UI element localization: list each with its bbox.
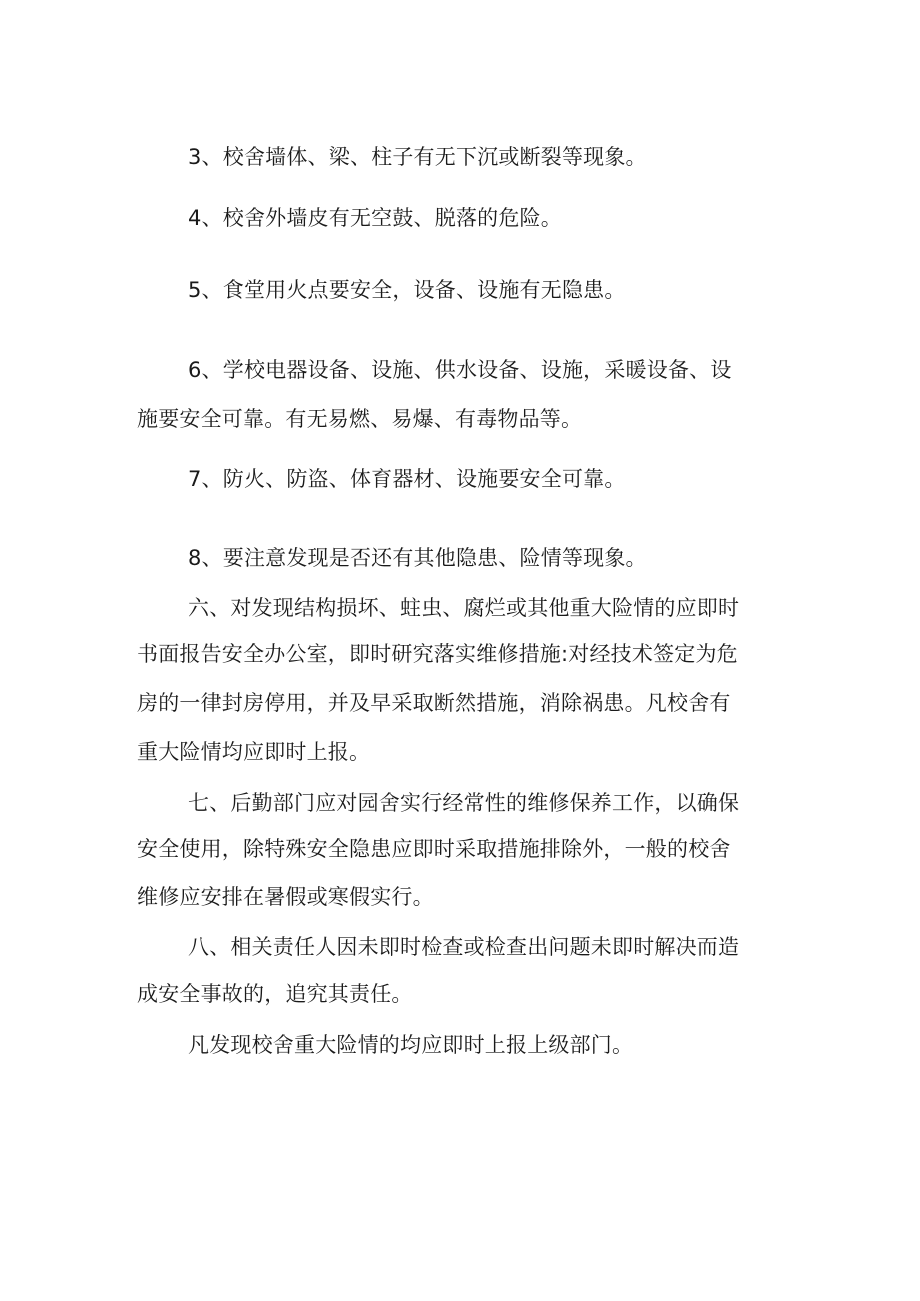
item-6-line-2: 施要安全可靠。有无易燃、易爆、有毒物品等。 [137, 407, 583, 431]
closing-line: 凡发现校舍重大险情的均应即时上报上级部门。 [188, 1033, 634, 1057]
section-6-line-3: 房的一律封房停用，并及早采取断然措施，消除祸患。凡校舍有 [137, 691, 731, 715]
section-8-line-2: 成安全事故的，追究其责任。 [137, 982, 413, 1006]
item-7: 7、防火、防盗、体育器材、设施要安全可靠。 [188, 467, 626, 491]
section-6-line-2: 书面报告安全办公室，即时研究落实维修措施:对经技术签定为危 [137, 642, 738, 666]
section-7-line-3: 维修应安排在暑假或寒假实行。 [137, 885, 434, 909]
section-6-line-4: 重大险情均应即时上报。 [137, 740, 371, 764]
section-7-line-2: 安全使用，除特殊安全隐患应即时采取措施排除外，一般的校舍 [137, 837, 731, 861]
section-8-line-1: 八、相关责任人因未即时检查或检查出问题未即时解决而造 [188, 935, 740, 959]
item-8: 8、要注意发现是否还有其他隐患、险情等现象。 [188, 546, 647, 570]
section-6-line-1: 六、对发现结构损坏、蛀虫、腐烂或其他重大险情的应即时 [188, 596, 740, 620]
item-6-line-1: 6、学校电器设备、设施、供水设备、设施，采暖设备、设 [188, 358, 732, 382]
item-3: 3、校舍墙体、梁、柱子有无下沉或断裂等现象。 [188, 145, 647, 169]
item-4: 4、校舍外墙皮有无空鼓、脱落的危险。 [188, 206, 562, 230]
item-5: 5、食堂用火点要安全，设备、设施有无隐患。 [188, 278, 626, 302]
section-7-line-1: 七、后勤部门应对园舍实行经常性的维修保养工作，以确保 [188, 791, 740, 815]
